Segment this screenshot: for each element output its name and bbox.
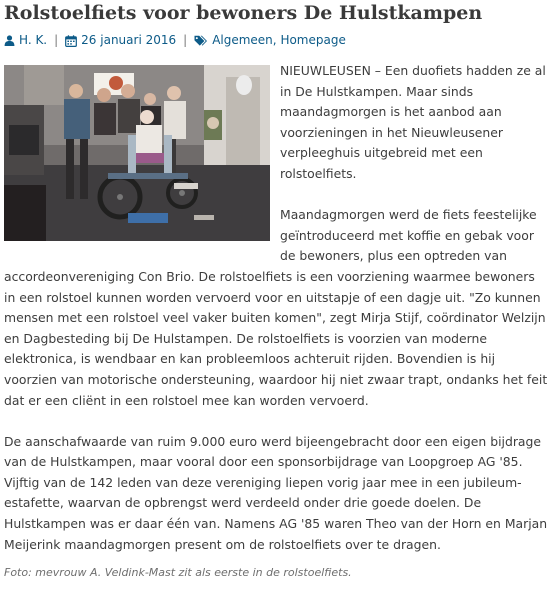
author-link[interactable]: H. K. — [19, 33, 48, 47]
category-separator: , — [272, 33, 281, 47]
tags-icon — [194, 31, 212, 49]
paragraph-second-continued: accordeonvereniging Con Brio. De rolstoelfiets is een voorziening waarmee bewoners in een rolstoel kunnen worden vervoerd voor en uitstapje of een dagje uit. "Zo kunnen mensen met een rolstoel veel vaker buiten komen", zegt Mirja Stijf, coördinator Welzijn en Dagbesteding bij De Hulstampen. De rolstoelfiets is voorzien van moderne elektronica, is wendbaar en kan probleemloos achteruit rijden. Bovendien is hij voorzien van motorische ondersteuning, waardoor hij niet zwaar trapt, ondanks het feit dat er een cliënt in een rolstoel mee kan worden vervoerd. — [4, 268, 548, 408]
category-link-algemeen[interactable]: Algemeen — [212, 33, 273, 47]
article-body — [4, 61, 548, 555]
paragraph-second-start: Maandagmorgen werd de fiets feestelijke geïntroduceerd met koffie en gebak voor de bewoners, plus een optreden van — [280, 207, 537, 264]
meta-separator: | — [54, 33, 59, 47]
article-meta — [4, 31, 346, 49]
user-icon — [4, 31, 19, 49]
paragraph-third: De aanschafwaarde van ruim 9.000 euro werd bijeengebracht door een eigen bijdrage van de Hulstkampen, maar vooral door een sponsorbijdrage van Loopgroep AG '85. Vijftig van de 142 leden van deze vereniging liepen vorig jaar mee in een jubileum-estafette, waarvan de opbrengst werd verdeeld onder drie goede doelen. De Hulstkampen was er daar één van. Namens AG '85 waren Theo van der Horn en Marjan Meijerink maandagmorgen present om de rolstoelfiets over te dragen. — [4, 433, 548, 552]
article-title: Rolstoelfiets voor bewoners De Hulstkampen — [4, 2, 483, 24]
photo-caption: Foto: mevrouw A. Veldink-Mast zit als eerste in de rolstoelfiets. — [4, 566, 352, 579]
meta-separator: | — [183, 33, 188, 47]
category-link-homepage[interactable]: Homepage — [280, 33, 346, 47]
article-date: 26 januari 2016 — [81, 33, 177, 47]
calendar-icon — [65, 31, 81, 49]
paragraph-intro: NIEUWLEUSEN – Een duofiets hadden ze al in De Hulstkampen. Maar sinds maandagmorgen is het aanbod aan voorzieningen in het Nieuwleusener verpleeghuis uitgebreid met een rolstoelfiets. — [280, 63, 546, 181]
